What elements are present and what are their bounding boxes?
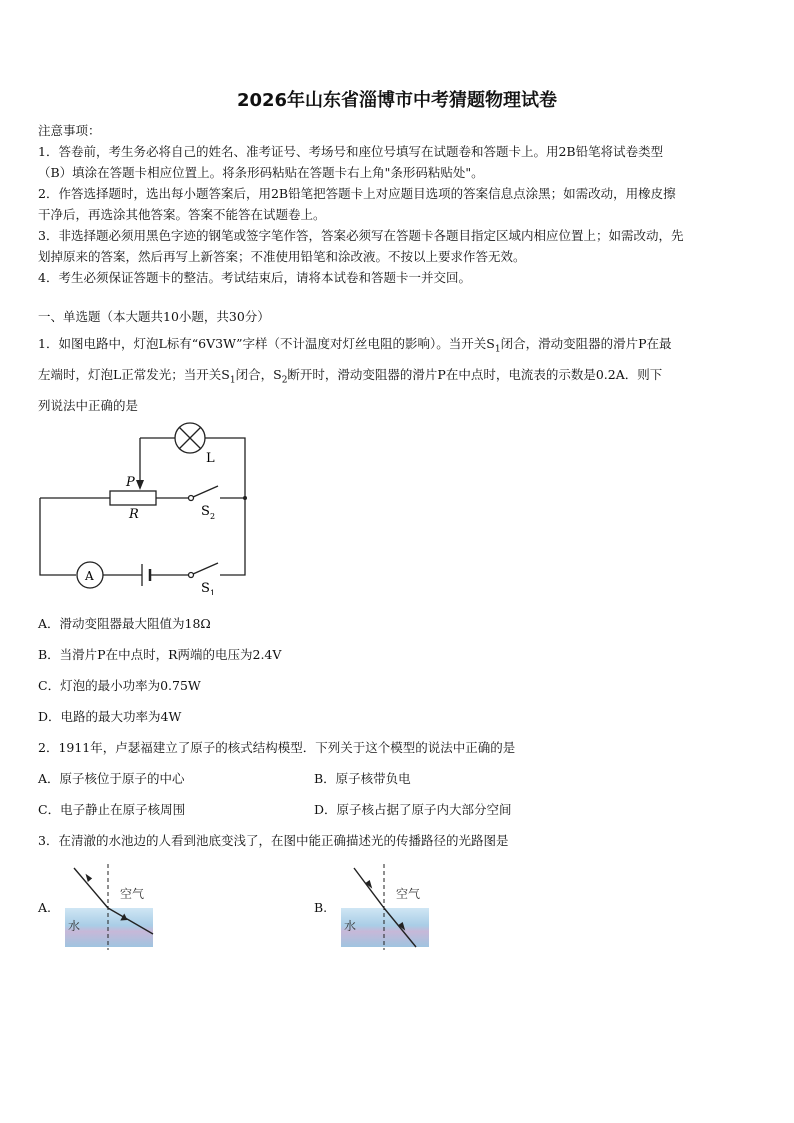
- water-label: 水: [68, 919, 81, 933]
- q3-option-a-label: A.: [38, 900, 52, 915]
- slider-arrow-icon: [136, 480, 144, 490]
- switch-s1-icon: [193, 563, 218, 574]
- slider-label: P: [126, 475, 135, 490]
- section-heading: 一、单选题（本大题共10小题，共30分）: [38, 309, 270, 324]
- light-path-figure-a: [60, 862, 160, 952]
- notice-line: 划掉原来的答案，然后再写上新答案；不准使用铅笔和涂改液。不按以上要求作答无效。: [38, 249, 526, 264]
- page-title: 2026年山东省淄博市中考猜题物理试卷: [236, 90, 558, 111]
- q2-option-c: C．电子静止在原子核周围: [38, 802, 186, 817]
- q2-option-b: B．原子核带负电: [314, 771, 411, 786]
- notice-line: 3．非选择题必须用黑色字迹的钢笔或签字笔作答，答案必须写在答题卡各题目指定区域内相应位置上；如需改动，先: [38, 228, 684, 243]
- s1-label: S: [201, 581, 210, 595]
- circuit-diagram: [30, 420, 260, 595]
- q1-text: 闭合，滑动变阻器的滑片P在最: [500, 336, 672, 351]
- question-1-stem-line1: [38, 334, 672, 355]
- switch-s2-icon: [193, 486, 218, 497]
- q1-option-d: D．电路的最大功率为4W: [38, 709, 182, 724]
- light-path-figure-b: [336, 862, 436, 952]
- air-label: 空气: [120, 887, 145, 901]
- q1-text: 左端时，灯泡L正常发光；当开关S: [38, 367, 230, 382]
- question-3-stem: 3．在清澈的水池边的人看到池底变浅了，在图中能正确描述光的传播路径的光路图是: [38, 833, 509, 848]
- notice-line: 2．作答选择题时，选出每小题答案后，用2B铅笔把答题卡上对应题目选项的答案信息点涂黑；如需改动，用橡皮擦: [38, 186, 676, 201]
- rheostat-icon: [110, 491, 156, 505]
- notice-line: 干净后，再选涂其他答案。答案不能答在试题卷上。: [38, 207, 326, 222]
- notice-line: （B）填涂在答题卡相应位置上。将条形码粘贴在答题卡右上角"条形码粘贴处"。: [38, 165, 484, 180]
- notice-line: 4．考生必须保证答题卡的整洁。考试结束后，请将本试卷和答题卡一并交回。: [38, 270, 471, 285]
- q1-text: 断开时，滑动变阻器的滑片P在中点时，电流表的示数是0.2A．则下: [287, 367, 663, 382]
- q1-sub: 1: [494, 344, 501, 355]
- question-2-stem: 2．1911年，卢瑟福建立了原子的核式结构模型．下列关于这个模型的说法中正确的是: [38, 740, 516, 755]
- q1-sub: 2: [281, 375, 288, 386]
- q1-option-b: B．当滑片P在中点时，R两端的电压为2.4V: [38, 647, 282, 662]
- rheostat-label: R: [129, 507, 139, 522]
- ammeter-label: A: [85, 569, 94, 583]
- q3-option-b-label: B.: [314, 900, 328, 915]
- q1-sub: 1: [229, 375, 236, 386]
- q2-option-d: D．原子核占据了原子内大部分空间: [314, 802, 512, 817]
- water-label: 水: [344, 919, 357, 933]
- lamp-label: L: [206, 451, 215, 466]
- notice-line: 1．答卷前，考生务必将自己的姓名、准考证号、考场号和座位号填写在试题卷和答题卡上。用2B铅笔将试卷类型: [38, 144, 664, 159]
- s1-sub: 1: [210, 589, 216, 595]
- q1-text: 闭合，S: [235, 367, 282, 382]
- s2-sub: 2: [210, 512, 216, 521]
- question-1-stem-line3: 列说法中正确的是: [38, 398, 139, 413]
- notice-heading: 注意事项：: [38, 123, 101, 138]
- s2-label: S: [201, 504, 210, 519]
- q1-option-a: A．滑动变阻器最大阻值为18Ω: [38, 616, 211, 631]
- q1-text: 1．如图电路中，灯泡L标有“6V3W”字样（不计温度对灯丝电阻的影响）。当开关S: [38, 336, 495, 351]
- question-1-stem-line2: [38, 365, 662, 386]
- q1-option-c: C．灯泡的最小功率为0.75W: [38, 678, 201, 693]
- air-label: 空气: [396, 887, 421, 901]
- q2-option-a: A．原子核位于原子的中心: [38, 771, 185, 786]
